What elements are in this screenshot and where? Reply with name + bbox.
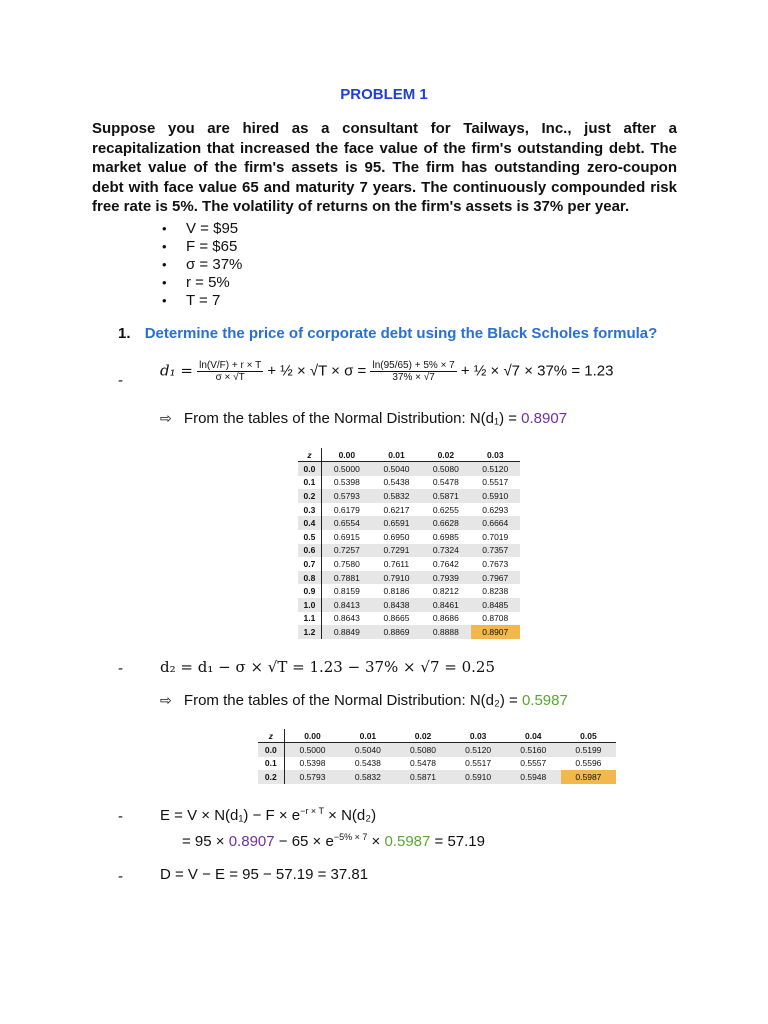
- table-row: [298, 625, 520, 639]
- table-cell: 0.5948: [506, 770, 561, 784]
- table-row: [298, 557, 520, 571]
- table-cell: 0.8643: [333, 613, 360, 624]
- table-cell: 0.5517: [465, 758, 492, 769]
- table-cell: 0.5398: [333, 477, 360, 488]
- d1-numeric-numerator: ln(95/65) + 5% × 7: [372, 360, 455, 371]
- table-cell: 0.5438: [354, 758, 381, 769]
- param-v: • V = $95: [186, 220, 242, 238]
- table-row: [298, 544, 520, 558]
- table-cell: 0.6628: [421, 516, 470, 530]
- table-cell: 0.5557: [520, 758, 547, 769]
- d1-numeric-fraction: [370, 360, 456, 383]
- table-cell: 0.5040: [340, 743, 395, 757]
- table-cell: 0.8665: [383, 613, 410, 624]
- equity-calc-part: ×: [367, 833, 385, 850]
- table-cell: 0.8869: [372, 625, 421, 639]
- table-cell: 0.8: [298, 571, 321, 585]
- table-header-cell: 0.03: [451, 729, 506, 743]
- param-t: • T = 7: [186, 292, 242, 310]
- table-cell: 0.5000: [321, 462, 371, 476]
- normal-table-1: [298, 448, 520, 639]
- d1-general-denominator: σ × √T: [215, 372, 245, 383]
- equity-result: = 57.19: [430, 833, 485, 850]
- table-cell: 0.8238: [482, 586, 509, 597]
- table-cell: 0.5910: [471, 489, 520, 503]
- table-header-cell: 0.02: [421, 448, 470, 462]
- table-cell: 0.7910: [372, 571, 421, 585]
- parameter-list: [186, 220, 242, 310]
- table-cell: 0.5910: [451, 770, 506, 784]
- equity-calc-part: = 95 ×: [182, 833, 229, 850]
- d2-formula: d₂ = d₁ − σ × √T = 1.23 − 37% × √7 = 0.25: [160, 658, 496, 676]
- table-cell: 0.3: [298, 503, 321, 517]
- equity-exponent: −r × T: [300, 806, 324, 816]
- param-r: • r = 5%: [186, 274, 242, 292]
- table-header-cell: 0.03: [471, 448, 520, 462]
- table-header-cell: 0.00: [284, 729, 340, 743]
- param-sigma: • σ = 37%: [186, 256, 242, 274]
- table-cell: 0.7939: [421, 571, 470, 585]
- table-row: [298, 476, 520, 490]
- table-cell: 0.1: [258, 757, 284, 771]
- table-cell: 0.6591: [372, 516, 421, 530]
- table-cell: 0.6293: [482, 504, 509, 515]
- bullet-dash: -: [118, 868, 123, 885]
- table-cell: 0.6554: [321, 516, 371, 530]
- table-cell: 1.2: [298, 625, 321, 639]
- table-cell: 0.6179: [333, 504, 360, 515]
- table-header-cell: 0.01: [372, 448, 421, 462]
- equity-calc: [182, 832, 485, 850]
- table-cell: 0.2: [298, 489, 321, 503]
- table-cell: 0.7673: [482, 558, 509, 569]
- page-title: PROBLEM 1: [340, 86, 428, 103]
- table-cell: 0.5398: [299, 758, 326, 769]
- equity-formula: [160, 806, 376, 824]
- table-row: [258, 743, 616, 757]
- question-1: [118, 325, 657, 342]
- table-cell: 0.6: [298, 544, 321, 558]
- table-cell: 0.7257: [321, 544, 371, 558]
- table-cell: 0.5199: [561, 743, 616, 757]
- table-cell: 0.8413: [321, 598, 371, 612]
- table-cell: 0.5987: [561, 770, 616, 784]
- d1-numeric-denominator: 37% × √7: [392, 372, 435, 383]
- table-cell: 0.5478: [432, 477, 459, 488]
- table-row: [298, 489, 520, 503]
- table-cell: 0.8888: [421, 625, 470, 639]
- table-cell: 0.7291: [372, 544, 421, 558]
- table-cell: 0.7357: [471, 544, 520, 558]
- nd1-value: 0.8907: [521, 410, 568, 427]
- question-number: 1.: [118, 325, 131, 342]
- bullet-dash: -: [118, 372, 123, 389]
- param-f: • F = $65: [186, 238, 242, 256]
- table-cell: 0.7324: [421, 544, 470, 558]
- table-cell: 0.5120: [451, 743, 506, 757]
- table-cell: 0.6664: [471, 516, 520, 530]
- table-cell: 0.5000: [284, 743, 340, 757]
- table-cell: 0.5793: [284, 770, 340, 784]
- nd2-value: 0.5987: [521, 692, 568, 709]
- equity-formula-text: E = V × N(d₁) − F × e: [160, 807, 301, 824]
- nd2-text: From the tables of the Normal Distribution: N(d₂) =: [183, 692, 522, 709]
- table-row: [298, 530, 520, 544]
- arrow-right-icon: ⇨: [160, 692, 172, 708]
- table-cell: 0.1: [298, 476, 321, 490]
- table-cell: 0.5: [298, 530, 321, 544]
- table-cell: 0.8907: [471, 625, 520, 639]
- d1-tail: + ½ × √7 × 37% = 1.23: [460, 362, 614, 380]
- table-cell: 0.6950: [383, 531, 410, 542]
- table-cell: 0.6985: [432, 531, 459, 542]
- table-cell: 0.5080: [421, 462, 470, 476]
- arrow-right-icon: ⇨: [160, 410, 172, 426]
- equity-calc-exponent: −5% × 7: [333, 832, 368, 842]
- table-cell: 0.6217: [383, 504, 410, 515]
- table-cell: 0.8186: [383, 586, 410, 597]
- table-cell: 0.6255: [432, 504, 459, 515]
- table-cell: 0.6915: [333, 531, 360, 542]
- bullet-dash: -: [118, 808, 123, 825]
- table-cell: 0.4: [298, 516, 321, 530]
- table-row: [298, 571, 520, 585]
- table-cell: 0.5080: [395, 743, 450, 757]
- nd1-text: From the tables of the Normal Distribution: N(d₁) =: [183, 410, 522, 427]
- d1-plus-half: + ½ × √T × σ =: [267, 362, 367, 380]
- d1-formula: [160, 360, 613, 383]
- table-cell: 0.5871: [421, 489, 470, 503]
- table-row: [298, 516, 520, 530]
- question-text: Determine the price of corporate debt using the Black Scholes formula?: [144, 325, 658, 342]
- normal-table-2: [258, 729, 616, 784]
- table-cell: 0.7967: [471, 571, 520, 585]
- table-cell: 0.7881: [321, 571, 371, 585]
- table-header-cell: 0.00: [321, 448, 371, 462]
- table-header-cell: z: [298, 448, 321, 462]
- table-row: [258, 757, 616, 771]
- nd1-line: [160, 410, 567, 427]
- d1-lhs: d₁ =: [160, 361, 193, 380]
- table-cell: 0.8212: [432, 586, 459, 597]
- table-cell: 1.1: [298, 612, 321, 626]
- nd2-line: [160, 692, 568, 709]
- table-cell: 0.5596: [575, 758, 602, 769]
- table-row: [298, 598, 520, 612]
- equity-calc-part: − 65 × e: [274, 833, 334, 850]
- bullet-dash: -: [118, 660, 123, 677]
- table-cell: 0.8159: [333, 586, 360, 597]
- table-cell: 0.5120: [471, 462, 520, 476]
- table-cell: 0.7580: [333, 558, 360, 569]
- table-cell: 0.8849: [321, 625, 371, 639]
- table-cell: 0.7642: [432, 558, 459, 569]
- problem-statement: Suppose you are hired as a consultant for Tailways, Inc., just after a recapitalization that increased the face value of the firm's outstanding debt. The market value of the firm's assets is 95. The firm has outstanding zero-coupon debt with face value 65 and maturity 7 years. The continuously compounded risk free rate is 5%. The volatility of returns on the firm's assets is 37% per year.: [92, 120, 677, 215]
- table-cell: 0.5832: [340, 770, 395, 784]
- table-cell: 0.7: [298, 557, 321, 571]
- table-cell: 0.8461: [421, 598, 470, 612]
- debt-formula: D = V − E = 95 − 57.19 = 37.81: [160, 866, 369, 883]
- table-cell: 0.5517: [482, 477, 509, 488]
- table-cell: 0.5832: [372, 489, 421, 503]
- table-row: [258, 770, 616, 784]
- equity-nd2: 0.5987: [384, 833, 431, 850]
- table-cell: 0.5160: [506, 743, 561, 757]
- d1-general-fraction: [197, 360, 263, 383]
- table-cell: 0.0: [258, 743, 284, 757]
- equity-nd1: 0.8907: [228, 833, 275, 850]
- table-header-cell: 0.05: [561, 729, 616, 743]
- table-row: [298, 584, 520, 598]
- equity-formula-tail: × N(d₂): [323, 807, 377, 824]
- table-row: [298, 503, 520, 517]
- table-row: [298, 462, 520, 476]
- table-cell: 0.5040: [372, 462, 421, 476]
- table-row: [298, 612, 520, 626]
- table-cell: 0.7019: [482, 531, 509, 542]
- table-cell: 0.8708: [482, 613, 509, 624]
- table-cell: 0.5871: [395, 770, 450, 784]
- table-header-cell: 0.02: [395, 729, 450, 743]
- table-cell: 0.5793: [321, 489, 371, 503]
- table-cell: 0.9: [298, 584, 321, 598]
- table-cell: 0.2: [258, 770, 284, 784]
- table-cell: 1.0: [298, 598, 321, 612]
- table-header-cell: 0.01: [340, 729, 395, 743]
- table-cell: 0.8686: [432, 613, 459, 624]
- table-cell: 0.5438: [383, 477, 410, 488]
- table-header-cell: z: [258, 729, 284, 743]
- table-cell: 0.8485: [471, 598, 520, 612]
- table-cell: 0.8438: [372, 598, 421, 612]
- table-cell: 0.7611: [383, 558, 410, 569]
- table-cell: 0.0: [298, 462, 321, 476]
- table-cell: 0.5478: [410, 758, 437, 769]
- table-header-cell: 0.04: [506, 729, 561, 743]
- d1-general-numerator: ln(V/F) + r × T: [199, 360, 262, 371]
